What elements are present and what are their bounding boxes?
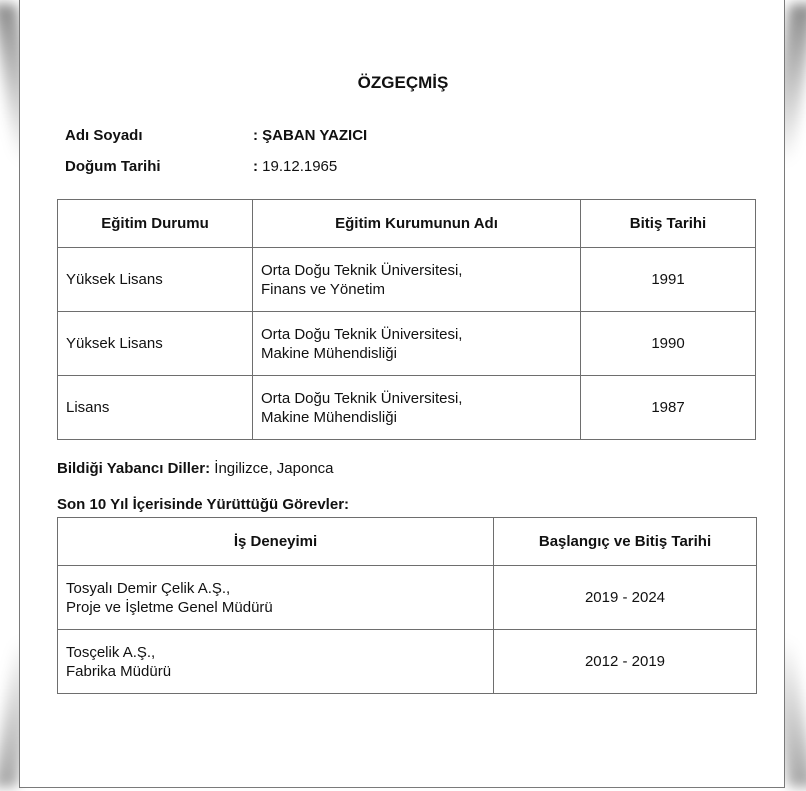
end-year-cell: 1987 bbox=[581, 376, 756, 440]
table-row bbox=[58, 630, 757, 694]
company-line: Tosçelik A.Ş., bbox=[66, 643, 156, 661]
birthdate-separator: : bbox=[253, 158, 258, 175]
company-line: Tosyalı Demir Çelik A.Ş., bbox=[66, 579, 231, 597]
table-row bbox=[58, 376, 756, 440]
birthdate-label: Doğum Tarihi bbox=[65, 158, 161, 175]
institution-line: Orta Doğu Teknik Üniversitesi, bbox=[261, 325, 463, 343]
table-header: Eğitim Durumu bbox=[58, 200, 253, 248]
institution-cell bbox=[253, 376, 581, 440]
table-header: Başlangıç ve Bitiş Tarihi bbox=[494, 518, 757, 566]
degree-cell: Lisans bbox=[58, 376, 253, 440]
experience-table bbox=[57, 517, 757, 694]
degree-cell: Yüksek Lisans bbox=[58, 248, 253, 312]
document-title: ÖZGEÇMİŞ bbox=[357, 73, 449, 92]
languages-label: Bildiği Yabancı Diller: bbox=[57, 460, 211, 477]
position-cell bbox=[58, 630, 494, 694]
name-label: Adı Soyadı bbox=[65, 127, 143, 144]
institution-line: Finans ve Yönetim bbox=[261, 280, 385, 298]
institution-cell bbox=[253, 312, 581, 376]
role-line: Fabrika Müdürü bbox=[66, 662, 172, 680]
position-cell bbox=[58, 566, 494, 630]
duties-heading: Son 10 Yıl İçerisinde Yürüttüğü Görevler: bbox=[57, 496, 350, 513]
birthdate-value-wrap bbox=[253, 158, 337, 175]
table-header: Eğitim Kurumunun Adı bbox=[253, 200, 581, 248]
period-cell: 2012 - 2019 bbox=[494, 630, 757, 694]
institution-line: Makine Mühendisliği bbox=[261, 408, 397, 426]
institution-line: Orta Doğu Teknik Üniversitesi, bbox=[261, 261, 463, 279]
end-year-cell: 1991 bbox=[581, 248, 756, 312]
languages-value: İngilizce, Japonca bbox=[214, 460, 334, 477]
role-line: Proje ve İşletme Genel Müdürü bbox=[66, 598, 273, 616]
table-header: İş Deneyimi bbox=[58, 518, 494, 566]
name-value-wrap bbox=[253, 127, 367, 144]
birthdate-value: 19.12.1965 bbox=[262, 158, 338, 175]
table-row bbox=[58, 566, 757, 630]
table-header-row bbox=[58, 518, 757, 566]
end-year-cell: 1990 bbox=[581, 312, 756, 376]
institution-line: Makine Mühendisliği bbox=[261, 344, 397, 362]
table-header: Bitiş Tarihi bbox=[581, 200, 756, 248]
languages-line bbox=[57, 460, 334, 477]
name-separator: : bbox=[253, 127, 258, 144]
table-header-row bbox=[58, 200, 756, 248]
degree-cell: Yüksek Lisans bbox=[58, 312, 253, 376]
table-row bbox=[58, 248, 756, 312]
institution-line: Orta Doğu Teknik Üniversitesi, bbox=[261, 389, 463, 407]
period-cell: 2019 - 2024 bbox=[494, 566, 757, 630]
table-row bbox=[58, 312, 756, 376]
name-value: ŞABAN YAZICI bbox=[262, 127, 368, 144]
education-table bbox=[57, 199, 756, 440]
institution-cell bbox=[253, 248, 581, 312]
